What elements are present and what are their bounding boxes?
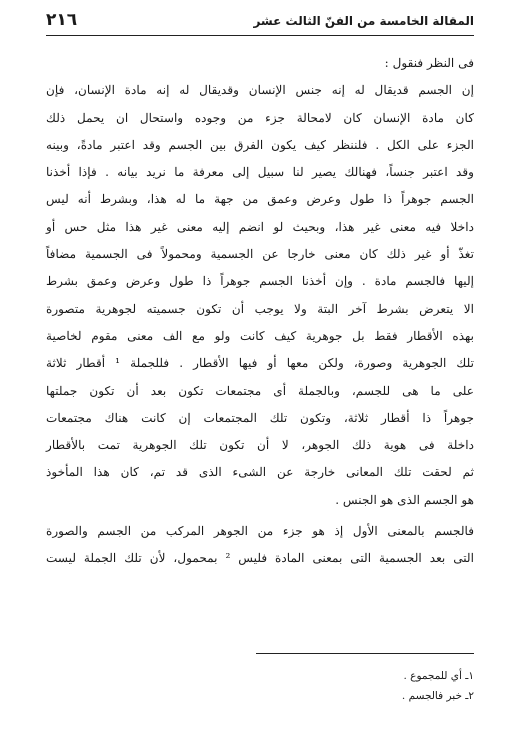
text-line: تغذّ أو غير ذلك كان معنى خارجا عن الجسمية ومحمولاً فى الجسمية مضافاً (46, 247, 474, 262)
paragraph-2 (46, 518, 474, 573)
footnote-separator (256, 653, 474, 654)
text-line: تلك الجوهرية وصورة، ولكن معها أو فيها الأقطار . فللجملة ¹ أقطار ثلاثة (46, 356, 474, 371)
text-line: التى بعد الجسمية التى بمعنى المادة فليس ² بمحمول، لأن تلك الجملة ليست (46, 551, 474, 566)
text-line: إن الجسم قديقال له إنه جنس الإنسان وقديقال له إنه مادة الإنسان، فإن (46, 83, 474, 98)
footnote-1: ١ـ أي للمجموع . (403, 670, 474, 682)
page-header (46, 10, 474, 36)
text-line: فالجسم بالمعنى الأول إذ هو جزء من الجوهر المركب من الجسم والصورة (46, 524, 474, 539)
paragraph-1 (46, 50, 474, 514)
footnote-2: ٢ـ خبر فالجسم . (401, 690, 474, 702)
text-line: الجزء على الكل . فلننظر كيف يكون الفرق بين الجسم وقد اعتبر مادةً، وبينه (46, 137, 474, 152)
text-line: داخلة فى هوية ذلك الجوهر، لا أن تكون تلك الجوهرية تمت بالأقطار (46, 438, 474, 453)
text-line: جوهراً ذا أقطار ثلاثة، وتكون تلك المجتمعات إن كانت هناك مجتمعات (46, 410, 474, 425)
text-line: إليها فالجسم مادة . وإن أخذنا الجسم جوهراً ذا طول وعرض وعمق بشرط (46, 274, 474, 289)
text-line: فى النظر فنقول : (384, 56, 474, 70)
text-line: بهذه الأقطار فقط بل جوهرية كيف كانت ولو مع الف معنى مقوم لخاصية (46, 328, 474, 343)
text-line: كان مادة الإنسان كان لامحالة جزء من وجوده واستحال ان يحمل ذلك (46, 110, 474, 125)
text-line: هو الجسم الذى هو الجنس . (335, 492, 474, 507)
footnotes (402, 666, 474, 706)
body-text (46, 50, 474, 573)
text-line: ثم لحقت تلك المعانى خارجة عن الشىء الذى قد تم، كان هذا المأخوذ (46, 465, 474, 480)
text-line: داخلا فيه معنى غير هذا، وبحيث لو انضم إليه معنى غير هذا مثل حس أو (46, 219, 474, 234)
text-line: على ما هى للجسم، وبالجملة أى مجتمعات تكون بعد أن تكون جملتها (46, 383, 474, 398)
text-line: الجسم جوهراً ذا طول وعرض وعمق من جهة ما له هذا، وبشرط أنه ليس (46, 192, 474, 207)
text-line: وقد اعتبر جنساً، فهنالك يصير لنا سبيل إلى معرفة ما نريد بيانه . فإذا أخذنا (46, 165, 474, 180)
running-title: المقالة الخامسة من الفنّ الثالث عشر (253, 14, 474, 28)
text-line: الا يتعرض بشرط آخر البتة ولا يوجب أن تكون جسميته لجوهرية متصورة (46, 301, 474, 316)
page-number: ٢١٦ (46, 10, 78, 30)
document-page (46, 10, 474, 724)
